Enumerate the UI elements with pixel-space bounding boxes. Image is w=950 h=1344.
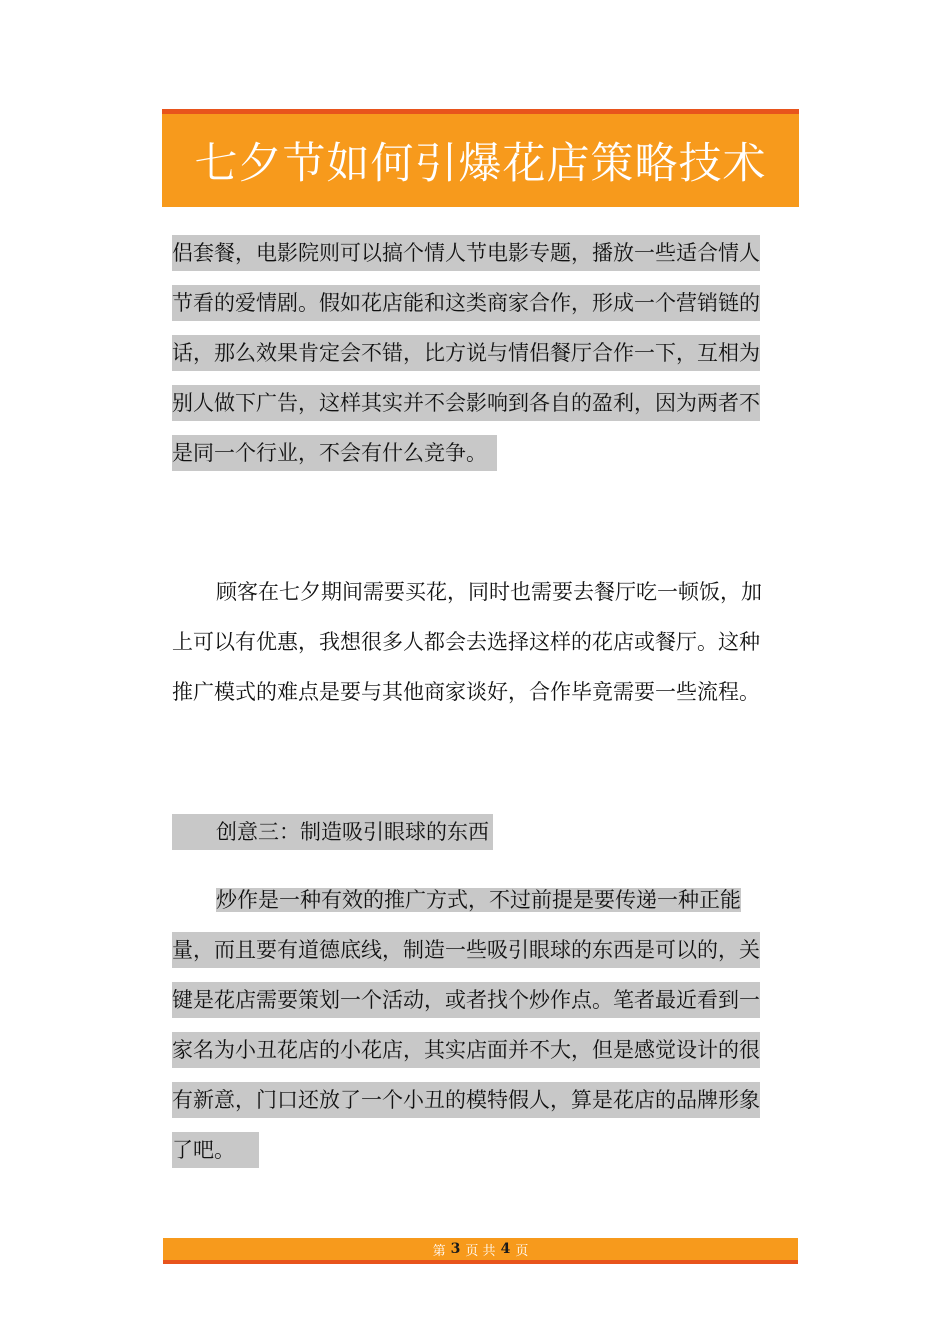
paragraph-2-line-1: 顾客在七夕期间需要买花，同时也需要去餐厅吃一顿饭，加 (216, 580, 762, 604)
paragraph-2-line-2: 上可以有优惠，我想很多人都会去选择这样的花店或餐厅。这种 (172, 630, 760, 654)
paragraph-1-line-3: 话，那么效果肯定会不错，比方说与情侣餐厅合作一下，互相为 (172, 335, 760, 371)
footer-total-pages: 4 (500, 1241, 511, 1257)
footer-bottom-stripe (163, 1260, 798, 1264)
footer-prefix: 第 (432, 1243, 446, 1259)
page-title: 七夕节如何引爆花店策略技术 (194, 139, 767, 189)
footer-middle: 页 共 (465, 1243, 496, 1259)
footer-suffix: 页 (515, 1243, 529, 1259)
header-banner (162, 114, 799, 207)
paragraph-3-line-5: 有新意，门口还放了一个小丑的模特假人，算是花店的品牌形象 (172, 1082, 760, 1118)
paragraph-3 (172, 882, 760, 1168)
paragraph-3-line-6: 了吧。 (172, 1132, 259, 1168)
paragraph-3-line-1-text: 炒作是一种有效的推广方式，不过前提是要传递一种正能 (216, 888, 741, 912)
paragraph-1-line-1: 侣套餐，电影院则可以搞个情人节电影专题，播放一些适合情人 (172, 235, 760, 271)
paragraph-3-line-3: 键是花店需要策划一个活动，或者找个炒作点。笔者最近看到一 (172, 982, 760, 1018)
footer-current-page: 3 (450, 1241, 461, 1257)
paragraph-2 (172, 567, 762, 717)
section-heading (172, 814, 493, 850)
paragraph-1-line-5: 是同一个行业，不会有什么竞争。 (172, 435, 497, 471)
paragraph-2-line-3: 推广模式的难点是要与其他商家谈好，合作毕竟需要一些流程。 (172, 680, 760, 704)
paragraph-1-line-2: 节看的爱情剧。假如花店能和这类商家合作，形成一个营销链的 (172, 285, 760, 321)
paragraph-3-line-1 (172, 882, 741, 918)
paragraph-1 (172, 235, 760, 471)
paragraph-1-line-4: 别人做下广告，这样其实并不会影响到各自的盈利，因为两者不 (172, 385, 760, 421)
paragraph-3-line-2: 量，而且要有道德底线，制造一些吸引眼球的东西是可以的，关 (172, 932, 760, 968)
paragraph-3-line-4: 家名为小丑花店的小花店，其实店面并不大，但是感觉设计的很 (172, 1032, 760, 1068)
footer-page-indicator (163, 1238, 798, 1260)
heading-creative-3: 创意三：制造吸引眼球的东西 (172, 814, 493, 850)
